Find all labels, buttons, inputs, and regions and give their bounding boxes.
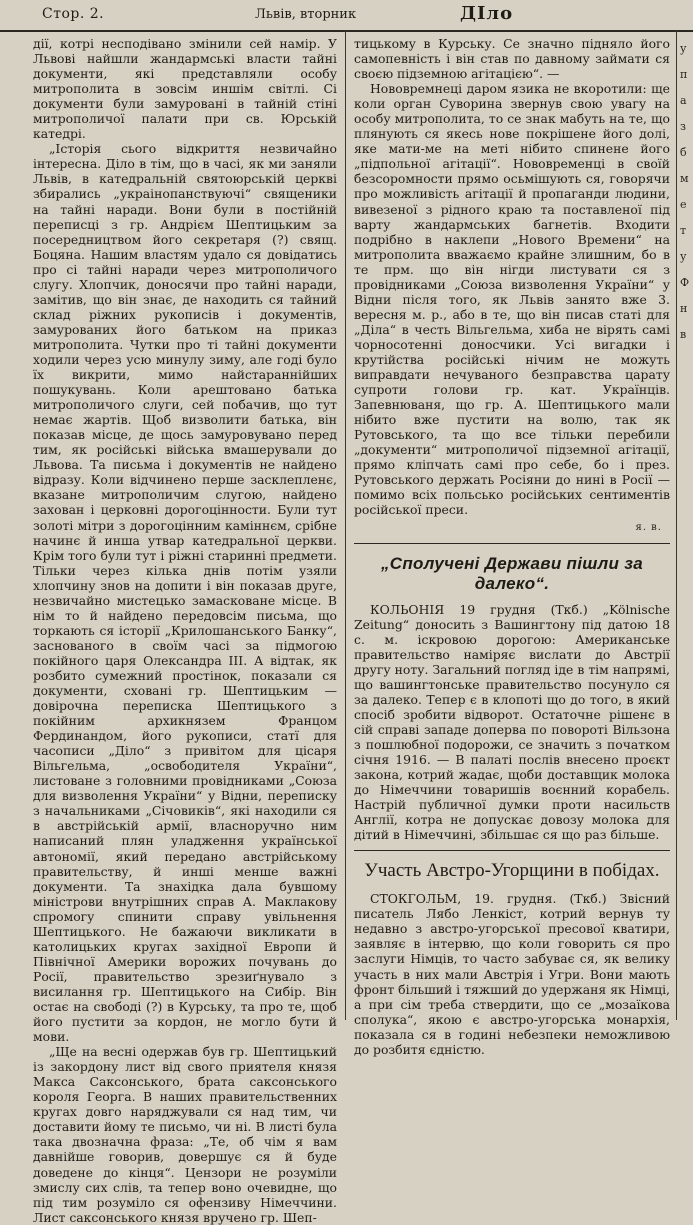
margin-letter: т bbox=[680, 224, 687, 237]
margin-letter: у bbox=[680, 250, 687, 263]
margin-letter: н bbox=[680, 302, 688, 315]
paragraph: КОЛЬОНІЯ 19 грудня (Ткб.) „Kölnische Zeitung“ доносить з Вашингтону під датою 18 с. м. іскровою дорогою: Американське правительство наміряє вислати до Австрії другу ноту. Загальний погляд іде в тім напрямі, що вашингтонське правительство посунуло ся за далеко. Тепер є в клопоті що до того, в який спосіб зробити відворот. Остаточне рішенє в сій справі западе доперва по повороті Вільзона з пошлюбної подорожи, се значить з початком січня 1916. — В палаті послів внесено проєкт закона, котрий жадає, щоби доставщик молока до Німеччини товаришів воєнний корабель. Настрій публичної думки проти насильств Англії, котра не допускає довозу молока для дітий в Німеччині, збільшає ся що раз більше. bbox=[354, 601, 670, 843]
margin-letter: е bbox=[680, 198, 687, 211]
place-and-day: Львів, вторник bbox=[255, 7, 357, 22]
article-headline: Участь Австро-Угорщини в побідах. bbox=[364, 860, 660, 882]
margin-letter: в bbox=[680, 328, 687, 341]
margin-letter: з bbox=[680, 120, 686, 133]
margin-letter: б bbox=[680, 146, 687, 159]
adjacent-page-edge bbox=[680, 36, 693, 348]
paragraph: „Ще на весні одержав був гр. Шептицький із закордону лист від свого приятеля князя Макса Саксонського, брата саксонського короля Георга. В наших правительственних кругах довго наряджували ся над тим, чи доставити йому те письмо, чи ні. В листі була така двозначна фраза: „Те, об чім я вам давнійше говорив, довершує ся й буде доведене до кінця“. Цензори не розуміли змислу сих слів, та тепер воно очевидне, що під тим розуміло ся офензиву Німеччини. Лист саксонського князя вручено гр. Шеп- bbox=[33, 1044, 337, 1225]
paragraph: Нововремнеці даром язика не вкоротили: ще коли орган Суворина звернув свою увагу на особу митрополита, то се знак мабуть на те, що плянують ся якесь нове покрішене його долі, яке мати-ме на меті нібито спинене його „підпольної агітації“. Нововременці в своїй безсоромности прямо осьмішують ся, говорячи про можливість агітації й пропаганди людини, вивезеної з рідного краю та поставленої під варту жандармських багнетів. Входити подрібно в наклепи „Нового Времени“ на митрополита вважаємо крайне злишним, бо в те прм. що він нігди листувати ся з провідниками „Союза визволення України“ у Відни після того, як Львів занято вже 3. вересня м. р., або в те, що він писав статі для „Діла“ в честь Вільгельма, хиба не вірять самі чорносотенні доносчики. Усі вигадки і крутійства російські нічим не можуть виправдати нечуваного безправства царату супроти голови гр. кат. Українців. Запевнюваня, що гр. А. Шептицького мали нібито вже пустити на волю, так як Рутовського, та що все тільки перебили „документи“ митрополичої підземної агітації, прямо кліпчать самі про себе, бо і през. Рутовського держать Росіяни до нині в Росії — помимо всіх польсько російських сентиментів російської преси. bbox=[354, 81, 670, 518]
paragraph: „Історія сього відкриття незвичайно інтересна. Діло в тім, що в часі, як ми заняли Львів, в катедральній святоюрській церкві збирались „украінопанствуючі“ священики на тайні наради. Вони були в постійній переписці з гр. Андрієм Шептицьким за посередництвом його секретаря (?) свящ. Боцяна. Нашим властям удало ся довідатись про сі тайні наради через митрополичого слугу. Хлопчик, доносячи про тайні наради, замітив, що він знає, де находить ся тайний склад ріжних рукописів і документів, замурованих його батьком на приказ митрополита. Чутки про ті тайні документи ходили через усю минулу зиму, але годі було їх викрити, мимо найстараннійших пошукувань. Коли арештовано батька митрополичого слуги, сей побачив, що тут немає жартів. Щоб визволити батька, він показав місце, де щось замуровувано перед тим, як російські війська вмашерували до Львова. Та письма і документів не найдено відразу. Коли відчинено перше засклепленє, вказане митрополичим слугою, найдено захован і церковні дорогоцінности. Були тут золоті мітри з дорогоцінним каміннєм, срібне начинє й инша утвар катедральної церкви. Крім того були тут і ріжні старинні предмети. Тільки через кілька днів потім узяли хлопчину знов на допити і він показав друге, незвичайно мистецько замасковане місце. В нім то й найдено передовсім письма, що торкають ся історії „Крилошанського Банку“, заснованого в своїм часі за підмогою покійного царя Олександра ІІІ. А відтак, як розбито сумежний простінок, показали ся документи, сховані гр. Шептицьким — довірочна переписка Шептицького з покійним архикнязем Францом Фердинандом, його рукописи, статї для часописи „Діло“ з привітом для цісаря Вільгельма, „освободителя України“, листоване з головними провідниками „Союза для визволення України“ у Відни, переписку з начальниками „Січовиків“, які находили ся в австрійській армії, власноручно ним написаний плян уладження української автономії, який передано австрійському правительству, й инші менше важні документи. Та знахідка дала бувшому міністрови внутрішних справ А. Маклакову спромогу спинити справу увільнення Шептицького. Не бажаючи викликати в католицьких кругах західної Европи й Північної Америки ворожих почувань до Росії, правительство зрезиґнувало з висилання гр. Шептицького на Сибір. Він остає на свободі (?) в Курську, та про те, щоб його пустити за кордон, не могло бути й мови. bbox=[33, 141, 337, 1045]
newspaper-title: ДІло bbox=[460, 3, 514, 24]
margin-letter: у bbox=[680, 42, 687, 55]
article-separator bbox=[354, 543, 670, 544]
margin-letter: а bbox=[680, 94, 687, 107]
column-divider bbox=[345, 30, 346, 1020]
column-divider-right bbox=[676, 30, 677, 1020]
author-signature: я. в. bbox=[635, 521, 662, 533]
column-left bbox=[33, 36, 337, 1225]
margin-letter: м bbox=[680, 172, 689, 185]
masthead bbox=[0, 0, 693, 32]
margin-letter: Ф bbox=[680, 276, 690, 289]
article-separator bbox=[354, 850, 670, 851]
paragraph: дії, котрі несподівано змінили сей намір. У Львові найшли жандармські власти тайні документи, які представляли особу митрополита в зовсім иншім світлі. Сі документи були замуровані в тайній стіні митрополичої палати при св. Юрській катедрі. bbox=[33, 36, 337, 142]
margin-letter: п bbox=[680, 68, 688, 81]
column-right bbox=[354, 36, 670, 1057]
article-headline: „Сполучені Держави пішли за далеко“. bbox=[380, 553, 643, 593]
paragraph: СТОКГОЛЬМ, 19. грудня. (Ткб.) Звісний писатель Лябо Ленкіст, котрий вернув ту недавно з австро-угорської пресової кватири, заявляє в інтервю, що коли говорить ся про заслуги Німців, то часто забуває ся, як велику участь в них мали Австрія і Угри. Вони мають фронт більший і тяжший до удержаня як Німці, а при сім треба ствердити, що се „мозаїкова сполука“, якою є австро-угорська монархія, показала ся в годині небезпеки неможливою до розбитя єдністю. bbox=[354, 891, 670, 1057]
page-number: Стор. 2. bbox=[42, 6, 105, 22]
paragraph: тицькому в Курську. Се значно підняло його самопевність і він став по давному займати ся своєю підземною агітацією“. — bbox=[354, 36, 670, 82]
